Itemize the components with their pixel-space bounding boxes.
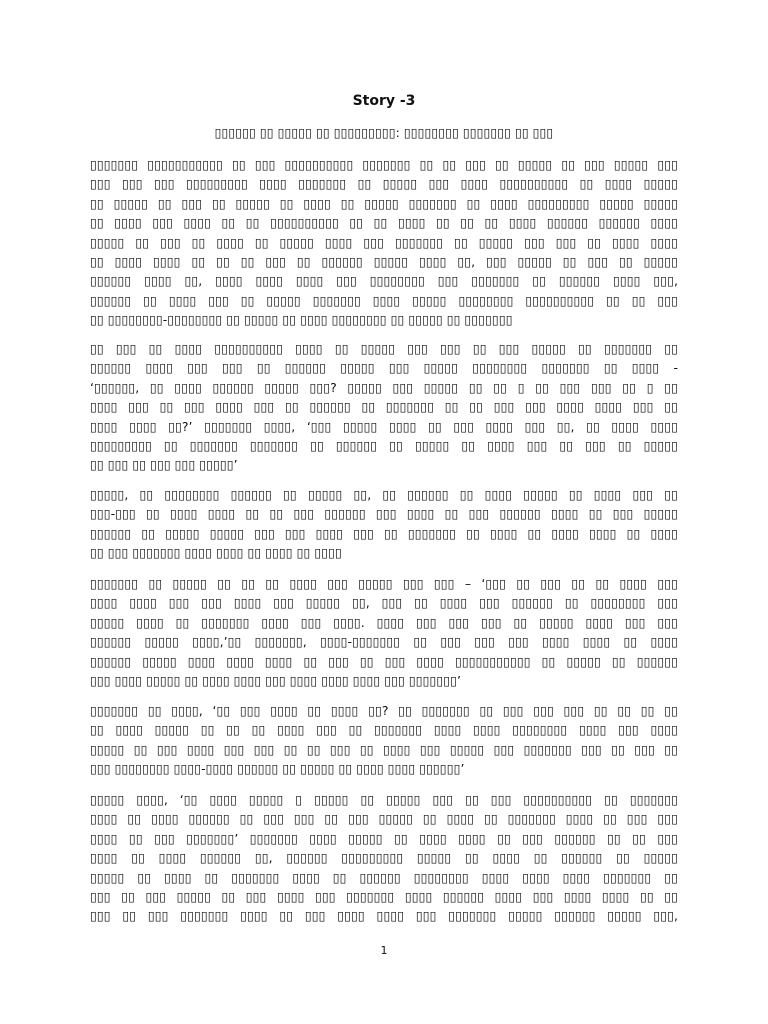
text-line: ▯▯ ▯▯▯ ▯▯ ▯▯▯▯ ▯▯▯▯▯▯▯▯▯▯ ▯▯▯▯ ▯▯ ▯▯▯▯▯ ▯▯▯ ▯▯▯ ▯▯ ▯▯▯ ▯▯▯▯▯ ▯▯ ▯▯▯▯▯▯▯ ▯▯: [90, 341, 678, 356]
story-title: Story -3: [352, 93, 416, 109]
text-line: ▯▯▯▯▯▯ ▯▯▯▯ ▯▯, ▯▯▯▯ ▯▯▯▯ ▯▯▯▯ ▯▯▯ ▯▯▯▯▯▯▯▯ ▯▯▯ ▯▯▯▯▯▯▯ ▯▯ ▯▯▯▯▯▯ ▯▯▯▯ ▯▯▯,: [90, 273, 678, 289]
text-line: ▯▯▯▯▯▯ ▯▯▯▯▯ ▯▯▯▯ ▯▯▯▯ ▯▯▯▯ ▯▯ ▯▯▯ ▯▯ ▯▯▯ ▯▯▯▯ ▯▯▯▯▯▯▯▯▯▯▯ ▯▯ ▯▯▯▯▯ ▯▯ ▯▯▯▯▯▯: [90, 653, 678, 669]
text-line: ▯▯▯▯▯▯▯▯▯ ▯▯ ▯▯▯▯▯▯▯ ▯▯▯▯▯▯▯ ▯▯ ▯▯▯▯▯▯ ▯▯ ▯▯▯▯▯ ▯▯ ▯▯▯▯ ▯▯▯ ▯▯ ▯▯▯ ▯▯ ▯▯▯▯▯: [90, 437, 678, 453]
text-line: ▯▯ ▯▯▯▯ ▯▯▯▯ ▯▯ ▯▯ ▯▯ ▯▯▯ ▯▯ ▯▯▯▯▯▯ ▯▯▯▯▯ ▯▯▯▯ ▯▯, ▯▯▯ ▯▯▯▯▯ ▯▯ ▯▯▯ ▯▯ ▯▯▯▯▯: [90, 253, 678, 269]
paragraph-6: [90, 790, 678, 926]
text-line: ▯▯▯▯ ▯▯ ▯▯▯▯ ▯▯▯▯▯▯ ▯▯ ▯▯▯ ▯▯▯ ▯▯ ▯▯▯ ▯▯▯▯▯ ▯▯ ▯▯▯▯ ▯▯ ▯▯▯▯▯▯▯ ▯▯▯▯ ▯▯ ▯▯▯ ▯▯▯: [90, 811, 678, 827]
text-line: ▯▯ ▯▯▯▯▯▯▯▯-▯▯▯▯▯▯▯▯ ▯▯ ▯▯▯▯▯ ▯▯ ▯▯▯▯ ▯▯▯▯▯▯▯▯ ▯▯ ▯▯▯▯▯ ▯▯ ▯▯▯▯▯▯▯: [90, 312, 513, 328]
text-line: ▯▯▯▯▯▯▯ ▯▯ ▯▯▯▯▯ ▯▯ ▯▯ ▯▯ ▯▯▯▯ ▯▯▯ ▯▯▯▯▯ ▯▯▯ ▯▯▯ – ‘▯▯▯ ▯▯ ▯▯▯ ▯▯ ▯▯ ▯▯▯▯ ▯▯▯: [90, 576, 678, 591]
text-line: ▯▯▯▯▯, ▯▯ ▯▯▯▯▯▯▯▯ ▯▯▯▯▯▯ ▯▯ ▯▯▯▯▯ ▯▯, ▯▯ ▯▯▯▯▯▯ ▯▯ ▯▯▯▯ ▯▯▯▯▯ ▯▯ ▯▯▯▯ ▯▯▯ ▯▯: [90, 487, 678, 502]
text-line: ▯▯▯▯▯ ▯▯ ▯▯▯ ▯▯▯▯ ▯▯▯ ▯▯▯ ▯▯ ▯▯ ▯▯▯ ▯▯ ▯▯▯▯ ▯▯▯ ▯▯▯▯▯ ▯▯▯ ▯▯▯▯▯▯▯ ▯▯▯ ▯▯ ▯▯▯ ▯▯: [90, 741, 678, 757]
text-line: ▯▯▯▯▯ ▯▯ ▯▯▯ ▯▯ ▯▯▯▯ ▯▯ ▯▯▯▯▯ ▯▯▯▯ ▯▯▯ ▯▯▯▯▯▯▯ ▯▯ ▯▯▯▯▯ ▯▯▯ ▯▯▯ ▯▯ ▯▯▯▯ ▯▯▯▯: [90, 234, 678, 250]
text-line: ▯▯ ▯▯▯▯▯ ▯▯ ▯▯▯ ▯▯ ▯▯▯▯▯ ▯▯ ▯▯▯▯ ▯▯ ▯▯▯▯▯ ▯▯▯▯▯▯▯ ▯▯ ▯▯▯▯ ▯▯▯▯▯▯▯▯▯ ▯▯▯▯▯ ▯▯▯▯▯: [90, 195, 678, 211]
paragraph-2: [90, 339, 678, 475]
text-line: ▯▯▯ ▯▯▯▯ ▯▯▯▯▯ ▯▯ ▯▯▯▯ ▯▯▯▯ ▯▯▯ ▯▯▯▯ ▯▯▯▯ ▯▯▯▯ ▯▯▯ ▯▯▯▯▯▯▯’: [90, 672, 461, 688]
text-line: ▯▯ ▯▯▯▯ ▯▯▯▯▯ ▯▯ ▯▯ ▯▯ ▯▯▯▯ ▯▯▯ ▯▯ ▯▯▯▯▯▯▯ ▯▯▯▯ ▯▯▯▯ ▯▯▯▯▯▯▯▯ ▯▯▯▯ ▯▯▯ ▯▯▯▯: [90, 722, 678, 738]
text-line: ▯▯▯▯ ▯▯▯ ▯▯ ▯▯▯ ▯▯▯▯ ▯▯▯ ▯▯ ▯▯▯▯▯▯ ▯▯ ▯▯▯▯▯▯▯ ▯▯ ▯▯ ▯▯▯ ▯▯▯ ▯▯▯▯ ▯▯▯▯ ▯▯▯ ▯▯: [90, 399, 678, 415]
text-line: ▯▯▯▯ ▯▯ ▯▯▯ ▯▯▯▯▯▯▯’ ▯▯▯▯▯▯▯ ▯▯▯▯ ▯▯▯▯▯ ▯▯ ▯▯▯▯ ▯▯▯▯ ▯▯ ▯▯▯ ▯▯▯▯▯▯ ▯▯ ▯▯ ▯▯▯: [90, 830, 678, 846]
paragraph-4: [90, 574, 678, 690]
text-line: ▯▯ ▯▯▯▯ ▯▯▯ ▯▯▯▯ ▯▯ ▯▯ ▯▯▯▯▯▯▯▯▯▯ ▯▯ ▯▯ ▯▯▯▯ ▯▯ ▯▯ ▯▯ ▯▯▯▯ ▯▯▯▯▯▯ ▯▯▯▯▯▯ ▯▯▯▯: [90, 215, 678, 231]
text-line: ▯▯▯▯▯▯▯ ▯▯ ▯▯▯▯, ‘▯▯ ▯▯▯ ▯▯▯▯ ▯▯ ▯▯▯▯ ▯▯? ▯▯ ▯▯▯▯▯▯▯ ▯▯ ▯▯▯ ▯▯▯ ▯▯▯ ▯▯ ▯▯ ▯▯ ▯▯: [90, 703, 678, 718]
text-line: ▯▯▯▯▯▯ ▯▯ ▯▯▯▯ ▯▯▯ ▯▯ ▯▯▯▯▯ ▯▯▯▯▯▯▯ ▯▯▯▯ ▯▯▯▯▯ ▯▯▯▯▯▯▯▯ ▯▯▯▯▯▯▯▯▯▯ ▯▯ ▯▯ ▯▯▯: [90, 292, 678, 308]
story-subtitle: ▯▯▯▯▯▯ ▯▯ ▯▯▯▯▯ ▯▯ ▯▯▯▯▯▯▯▯▯: ▯▯▯▯▯▯▯▯ ▯▯▯▯▯▯▯ ▯▯ ▯▯▯: [214, 125, 554, 140]
text-line: ▯▯▯▯▯▯ ▯▯ ▯▯▯▯▯ ▯▯▯▯▯ ▯▯▯ ▯▯▯ ▯▯▯▯ ▯▯▯ ▯▯ ▯▯▯▯▯▯▯ ▯▯ ▯▯▯▯ ▯▯ ▯▯▯▯ ▯▯▯▯ ▯▯ ▯▯▯▯: [90, 525, 678, 541]
text-line: ▯▯▯▯▯ ▯▯ ▯▯▯▯ ▯▯ ▯▯▯▯▯▯▯ ▯▯▯▯ ▯▯ ▯▯▯▯▯▯ ▯▯▯▯▯▯▯▯ ▯▯▯▯ ▯▯▯▯ ▯▯▯▯ ▯▯▯▯▯▯▯ ▯▯: [90, 869, 678, 885]
paragraph-3: [90, 485, 678, 563]
text-line: ▯▯▯▯ ▯▯ ▯▯▯▯ ▯▯▯▯▯▯ ▯▯, ▯▯▯▯▯▯ ▯▯▯▯▯▯▯▯▯ ▯▯▯▯▯ ▯▯ ▯▯▯▯ ▯▯ ▯▯▯▯▯▯ ▯▯ ▯▯▯▯▯: [90, 850, 678, 866]
paragraph-1: [90, 155, 678, 330]
text-line: ▯▯▯▯▯▯ ▯▯▯▯ ▯▯▯ ▯▯▯ ▯▯ ▯▯▯▯▯▯ ▯▯▯▯▯ ▯▯▯ ▯▯▯▯▯ ▯▯▯▯▯▯▯▯ ▯▯▯▯▯▯▯ ▯▯ ▯▯▯▯ -: [90, 360, 678, 376]
text-line: ▯▯▯▯▯ ▯▯▯▯, ‘▯▯ ▯▯▯▯ ▯▯▯▯▯ ▯ ▯▯▯▯▯ ▯▯ ▯▯▯▯▯ ▯▯▯ ▯▯ ▯▯▯ ▯▯▯▯▯▯▯▯▯▯ ▯▯ ▯▯▯▯▯▯▯: [90, 792, 678, 807]
text-line: ▯▯ ▯▯▯ ▯▯ ▯▯▯ ▯▯▯ ▯▯▯▯▯’: [90, 457, 238, 473]
text-line: ▯▯▯ ▯▯ ▯▯▯ ▯▯▯▯▯▯▯ ▯▯▯▯ ▯▯ ▯▯▯ ▯▯▯▯ ▯▯▯▯ ▯▯▯ ▯▯▯▯▯▯▯ ▯▯▯▯▯ ▯▯▯▯▯▯ ▯▯▯▯▯ ▯▯▯,: [90, 908, 678, 924]
page-number: 1: [380, 944, 388, 957]
text-line: ▯▯▯ ▯▯▯ ▯▯▯ ▯▯▯▯▯▯▯▯▯ ▯▯▯▯ ▯▯▯▯▯▯▯ ▯▯ ▯▯▯▯▯ ▯▯▯ ▯▯▯▯ ▯▯▯▯▯▯▯▯▯▯ ▯▯ ▯▯▯▯ ▯▯▯▯▯: [90, 176, 678, 192]
text-line: ▯▯▯-▯▯▯ ▯▯ ▯▯▯▯ ▯▯▯▯ ▯▯ ▯▯ ▯▯▯ ▯▯▯▯▯▯ ▯▯▯ ▯▯▯▯ ▯▯ ▯▯▯ ▯▯▯▯▯▯ ▯▯▯▯ ▯▯ ▯▯▯ ▯▯▯▯▯: [90, 506, 678, 522]
text-line: ▯▯▯▯▯▯ ▯▯▯▯▯ ▯▯▯▯,’▯▯ ▯▯▯▯▯▯▯, ▯▯▯▯-▯▯▯▯▯▯▯ ▯▯ ▯▯▯ ▯▯▯ ▯▯▯ ▯▯▯▯ ▯▯▯▯ ▯▯ ▯▯▯▯: [90, 634, 678, 650]
text-line: ▯▯▯▯ ▯▯▯▯ ▯▯▯ ▯▯▯ ▯▯▯▯ ▯▯▯ ▯▯▯▯▯ ▯▯, ▯▯▯ ▯▯ ▯▯▯▯ ▯▯▯ ▯▯▯▯▯▯ ▯▯ ▯▯▯▯▯▯▯▯ ▯▯▯: [90, 595, 678, 611]
text-line: ‘▯▯▯▯▯▯, ▯▯ ▯▯▯▯ ▯▯▯▯▯▯ ▯▯▯▯▯ ▯▯▯? ▯▯▯▯▯ ▯▯▯ ▯▯▯▯▯ ▯▯ ▯▯ ▯ ▯▯ ▯▯▯ ▯▯▯ ▯▯ ▯ ▯▯: [90, 379, 678, 395]
text-line: ▯▯▯▯▯▯▯ ▯▯▯▯▯▯▯▯▯▯▯ ▯▯ ▯▯▯ ▯▯▯▯▯▯▯▯▯▯ ▯▯▯▯▯▯▯ ▯▯ ▯▯ ▯▯▯ ▯▯ ▯▯▯▯▯ ▯▯ ▯▯▯ ▯▯▯▯▯ ▯▯▯: [90, 157, 678, 172]
text-line: ▯▯▯▯ ▯▯▯▯ ▯▯?’ ▯▯▯▯▯▯▯ ▯▯▯▯, ‘▯▯▯ ▯▯▯▯▯ ▯▯▯▯ ▯▯ ▯▯▯ ▯▯▯▯ ▯▯▯ ▯▯, ▯▯ ▯▯▯▯ ▯▯▯▯: [90, 418, 678, 434]
text-line: ▯▯▯ ▯▯ ▯▯▯ ▯▯▯▯▯ ▯▯ ▯▯▯ ▯▯▯▯ ▯▯▯ ▯▯▯▯▯▯▯ ▯▯▯▯ ▯▯▯▯▯▯ ▯▯▯▯ ▯▯▯ ▯▯▯▯ ▯▯▯▯ ▯▯ ▯▯: [90, 888, 678, 904]
text-line: ▯▯ ▯▯▯ ▯▯▯▯▯▯▯ ▯▯▯▯ ▯▯▯▯ ▯▯ ▯▯▯▯ ▯▯ ▯▯▯▯: [90, 545, 342, 561]
paragraph-5: [90, 701, 678, 779]
text-line: ▯▯▯ ▯▯▯▯▯▯▯▯ ▯▯▯▯-▯▯▯▯ ▯▯▯▯▯▯ ▯▯ ▯▯▯▯▯ ▯▯ ▯▯▯▯ ▯▯▯▯ ▯▯▯▯▯▯’: [90, 761, 465, 777]
text-line: ▯▯▯▯▯ ▯▯▯▯ ▯▯ ▯▯▯▯▯▯▯ ▯▯▯▯ ▯▯▯ ▯▯▯▯. ▯▯▯▯ ▯▯▯ ▯▯▯ ▯▯▯ ▯▯ ▯▯▯▯▯ ▯▯▯▯ ▯▯▯ ▯▯▯: [90, 614, 678, 630]
